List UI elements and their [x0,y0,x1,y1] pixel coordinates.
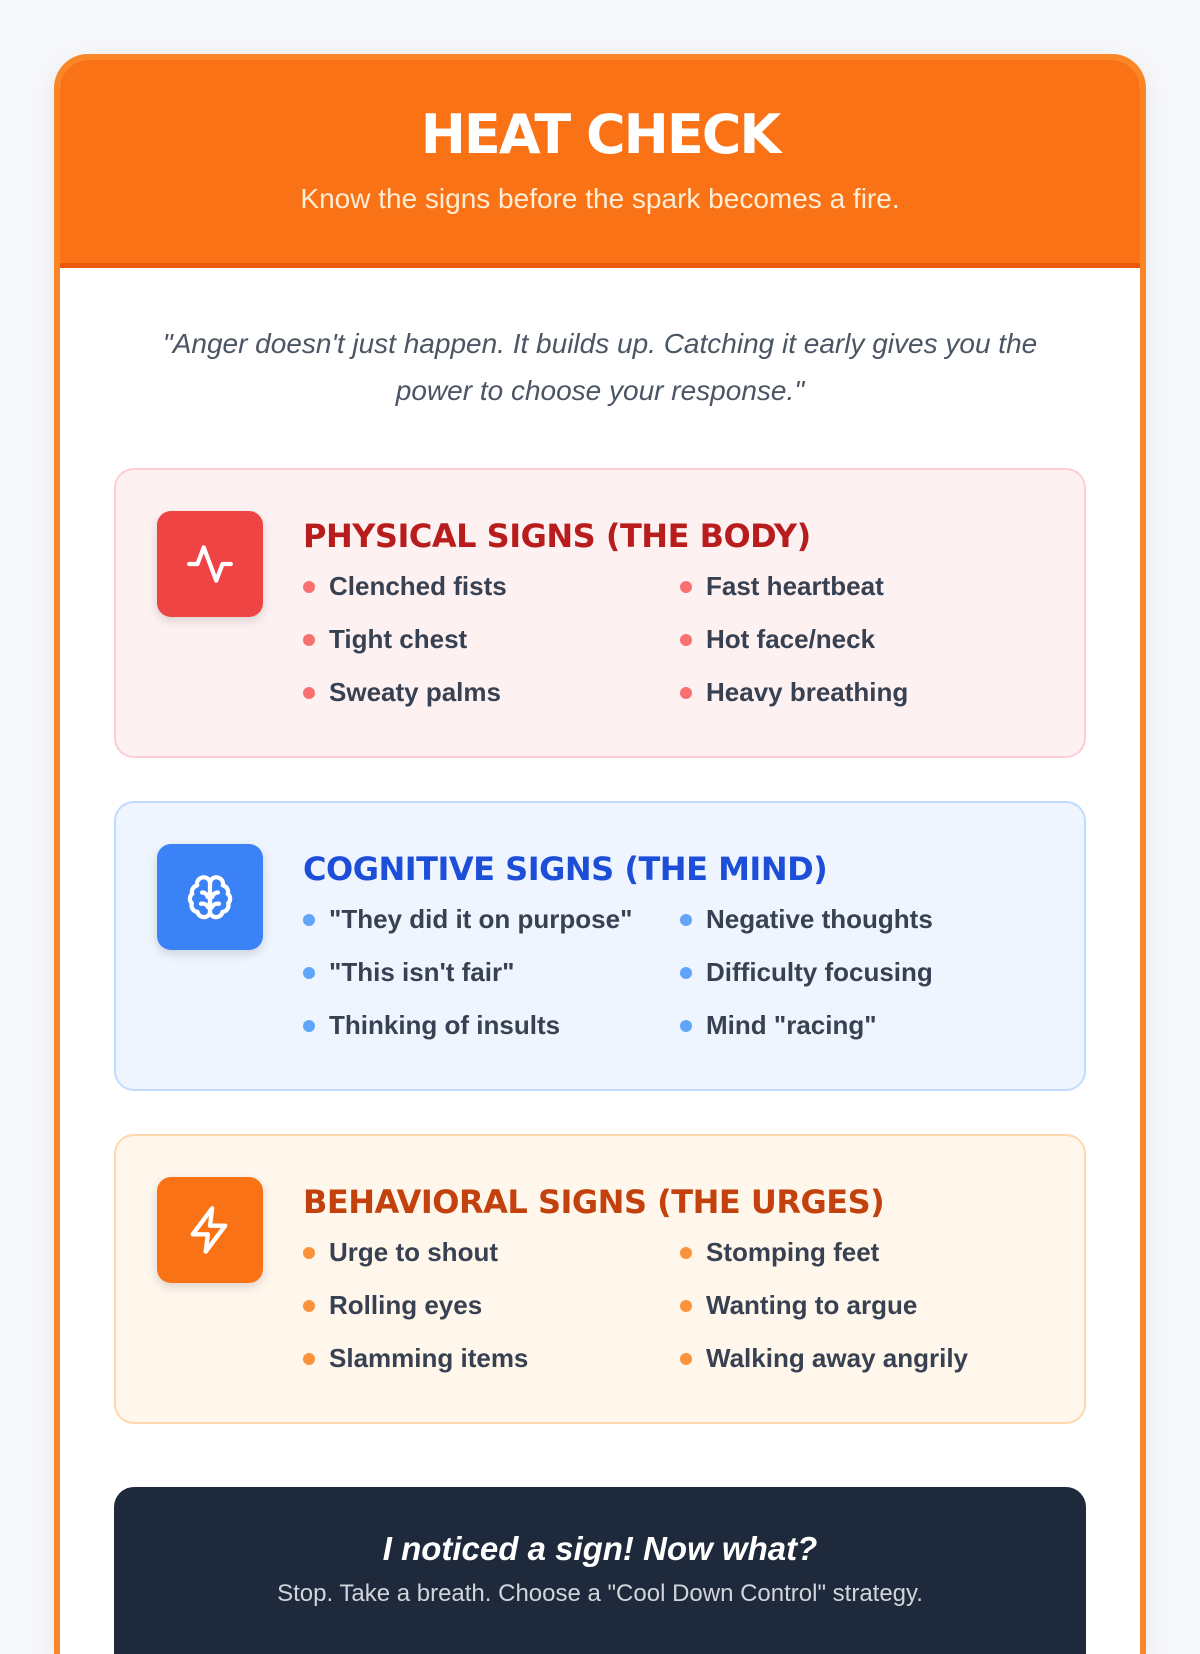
list-item: Sweaty palms [303,675,680,728]
list-item: Heavy breathing [680,675,1063,728]
list-item: Hot face/neck [680,622,1063,675]
physical-signs-section [114,468,1086,758]
list-item: Fast heartbeat [680,569,1063,622]
cognitive-signs-section [114,801,1086,1091]
physical-signs-list [303,569,1063,728]
brain-icon [157,844,263,950]
list-item: Rolling eyes [303,1288,680,1341]
next-steps-title: I noticed a sign! Now what? [382,1530,818,1567]
list-item: "This isn't fair" [303,955,680,1008]
next-steps-text: Stop. Take a breath. Choose a "Cool Down Control" strategy. [277,1580,923,1607]
list-item: Negative thoughts [680,902,1063,955]
list-item: "They did it on purpose" [303,902,680,955]
next-steps-box [114,1487,1086,1654]
cognitive-signs-list [303,902,1063,1061]
list-item: Wanting to argue [680,1288,1063,1341]
list-item: Urge to shout [303,1235,680,1288]
behavioral-signs-section [114,1134,1086,1424]
physical-signs-title: PHYSICAL SIGNS (THE BODY) [303,517,811,555]
activity-pulse-icon [157,511,263,617]
page-title: HEAT CHECK [420,103,780,166]
list-item: Walking away angrily [680,1341,1063,1394]
behavioral-signs-list [303,1235,1063,1394]
heat-check-card [54,54,1146,1654]
cognitive-signs-title: COGNITIVE SIGNS (THE MIND) [303,850,828,888]
page-subtitle: Know the signs before the spark becomes a fire. [300,183,900,214]
list-item: Slamming items [303,1341,680,1394]
list-item: Stomping feet [680,1235,1063,1288]
intro-quote: "Anger doesn't just happen. It builds up. Catching it early gives you the power to choose your response." [162,328,1038,406]
lightning-bolt-icon [157,1177,263,1283]
list-item: Tight chest [303,622,680,675]
behavioral-signs-title: BEHAVIORAL SIGNS (THE URGES) [303,1183,885,1221]
list-item: Difficulty focusing [680,955,1063,1008]
list-item: Mind "racing" [680,1008,1063,1061]
list-item: Clenched fists [303,569,680,622]
list-item: Thinking of insults [303,1008,680,1061]
header-banner [60,60,1140,268]
